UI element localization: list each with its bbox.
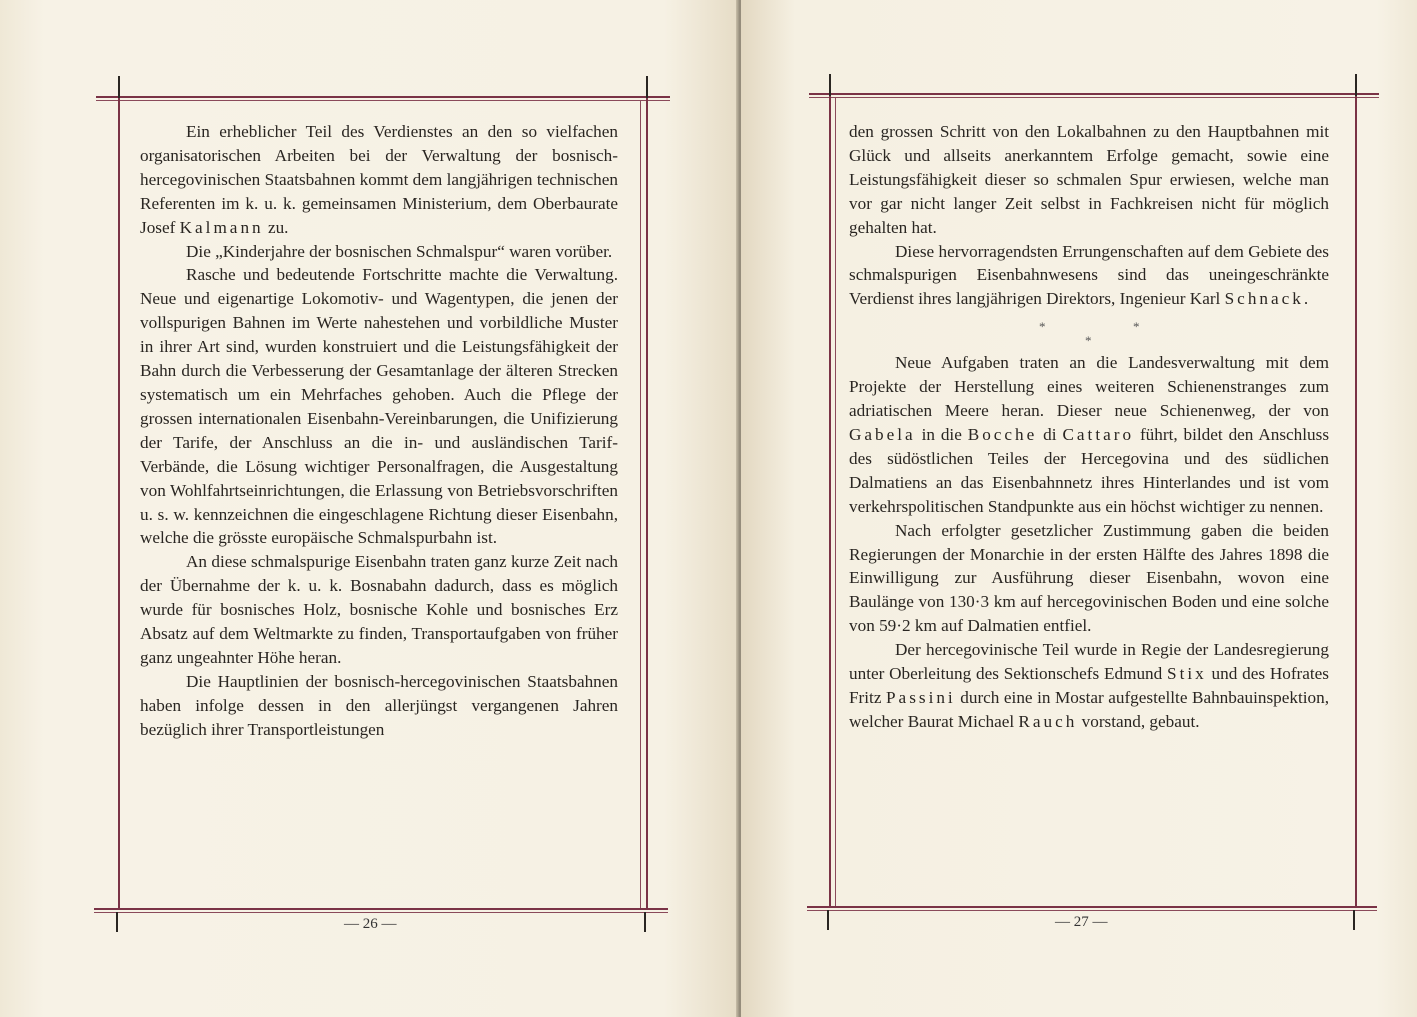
text-run: Ein erheblicher Teil des Verdienstes an den so vielfachen organisatorischen Arbeiten bei der Verwaltung der bosnisch-hercegovinischen Staatsbahnen kommt dem langjährigen technischen Referenten im k. u. k. gemeinsamen Ministerium, dem Oberbaurate Josef [140,122,618,237]
spaced-name: Stix [1167,664,1207,684]
spaced-name: Gabela [849,424,916,444]
spaced-name: Cattaro [1062,424,1135,444]
asterisk: * [1039,319,1046,335]
text-run: zu. [263,217,289,237]
paragraph [849,351,1329,518]
text-run: . [1303,289,1309,309]
paragraph [849,120,1329,240]
bottom-rule [807,906,1377,908]
bottom-left-tick [116,912,118,932]
paragraph [849,519,1329,639]
text-run: durch eine in Mostar aufgestellte Bahnbauinspektion, welcher Baurat Michael [849,687,1329,731]
text-run: vorstand, gebaut. [1077,711,1200,731]
text-run: in die [915,424,968,444]
text-run: Die Hauptlinien der bosnisch-hercegovinischen Staatsbahnen haben infolge dessen in den allerjüngst vergangenen Jahren bezüglich ihrer Transportleistungen [140,671,618,739]
top-right-tick [646,76,648,98]
top-right-tick [1355,74,1357,96]
paragraph [140,550,618,670]
text-run: den grossen Schritt von den Lokalbahnen zu den Hauptbahnen mit Glück und allseits anerkanntem Erfolge gemacht, sowie eine Leistungsfähigkeit dieser so schmalen Spur erwiesen, welche man vor gar nicht langer Zeit selbst in Fachkreisen nicht für möglich gehalten hat. [849,122,1329,237]
spaced-name: Kalmann [179,217,264,237]
bottom-rule-thin [807,910,1377,911]
paragraph [140,240,618,264]
bottom-left-tick [827,910,829,930]
text-run: An diese schmalspurige Eisenbahn traten ganz kurze Zeit nach der Übernahme der k. u. k. Bosnabahn dadurch, dass es möglich wurde für bosnisches Holz, bosnische Kohle und bosnisches Erz Absatz auf dem Weltmarkte zu finden, Transportaufgaben von früher ganz ungeahnter Höhe heran. [140,552,618,667]
text-run: Der hercegovinische Teil wurde in Regie der Landesregierung unter Oberleitung des Sektionschefs Edmund [849,640,1329,684]
asterism-divider [849,311,1329,351]
page-number-left: — 26 — [344,916,397,932]
left-border [835,98,836,906]
bottom-rule [94,908,668,910]
paragraph [849,240,1329,312]
spaced-name: Schnack [1224,289,1304,309]
asterisk: * [1085,333,1092,349]
left-body-text [140,120,618,742]
top-rule-thin [96,100,670,101]
text-run: Die „Kinderjahre der bosnischen Schmalspur“ waren vorüber. [186,241,613,261]
paragraph [140,263,618,550]
text-run: führt, bildet den Anschluss des südöstlichen Teiles der Hercegovina und des südlichen Dalmatiens an das Eisenbahnnetz ihres Hinterlandes und ist vom verkehrspolitischen Standpunkte aus ein höchst wichtiger zu nennen. [849,424,1330,516]
page-number-right: — 27 — [1055,914,1108,930]
spaced-name: Passini [886,687,956,707]
bottom-rule-thin [94,912,668,913]
text-run: Diese hervorragendsten Errungenschaften auf dem Gebiete des schmalspurigen Eisenbahnwesens sind das uneingeschränkte Verdienst ihres langjährigen Direktors, Ingenieur Karl [849,241,1329,309]
paragraph [849,638,1329,734]
text-run: di [1037,424,1063,444]
bottom-right-tick [644,912,646,932]
top-left-tick [118,76,120,98]
text-run: und des Hofrates Fritz [849,664,1329,707]
right-page [741,0,1417,1017]
spaced-name: Bocche [967,424,1038,444]
paragraph [140,670,618,742]
spaced-name: Rauch [1018,711,1078,731]
bottom-right-tick [1353,910,1355,930]
paragraph [140,120,618,240]
left-border [118,98,120,910]
right-border [1355,96,1357,908]
left-border-outer [829,96,831,908]
text-run: Nach erfolgter gesetzlicher Zustimmung gaben die beiden Regierungen der Monarchie in der ersten Hälfte des Jahres 1898 die Einwilligung zur Ausführung dieser Eisenbahn, wovon eine Baulänge von 130·3 km auf hercegovinischen Boden und eine solche von 59·2 km auf Dalmatien entfiel. [849,520,1329,636]
right-border [640,100,641,908]
asterisk: * [1133,319,1140,335]
right-border-outer [646,98,648,910]
top-rule [809,93,1379,95]
top-rule [96,96,670,98]
text-run: Rasche und bedeutende Fortschritte machte die Verwaltung. Neue und eigenartige Lokomotiv- und Wagentypen, die jenen der vollspurigen Bahnen im Werte nahestehen und vorbildliche Muster in ihrer Art sind, wurden konstruiert und die Leistungsfähigkeit der Bahn durch die Verbesserung der Gesamtanlage der älteren Strecken systematisch um ein Mehrfaches gehoben. Auch die Pflege der grossen internationalen Eisenbahn-Vereinbarungen, die Unifizierung der Tarife, der Anschluss an die in- und ausländischen Tarif-Verbände, die Lösung wichtiger Personalfragen, die Ausgestaltung von Wohlfahrtseinrichtungen, die Erlassung von Betriebsvorschriften u. s. w. kennzeichnen die eingeschlagene Richtung dieser Eisenbahn, welche die grösste europäische Schmalspurbahn ist. [140,265,618,548]
right-body-text [849,120,1329,734]
text-run: Neue Aufgaben traten an die Landesverwaltung mit dem Projekte der Herstellung eines weiteren Schienenstranges zum adriatischen Meere heran. Dieser neue Schienenweg, der von [849,353,1329,421]
top-left-tick [829,74,831,96]
top-rule-thin [809,97,1379,98]
